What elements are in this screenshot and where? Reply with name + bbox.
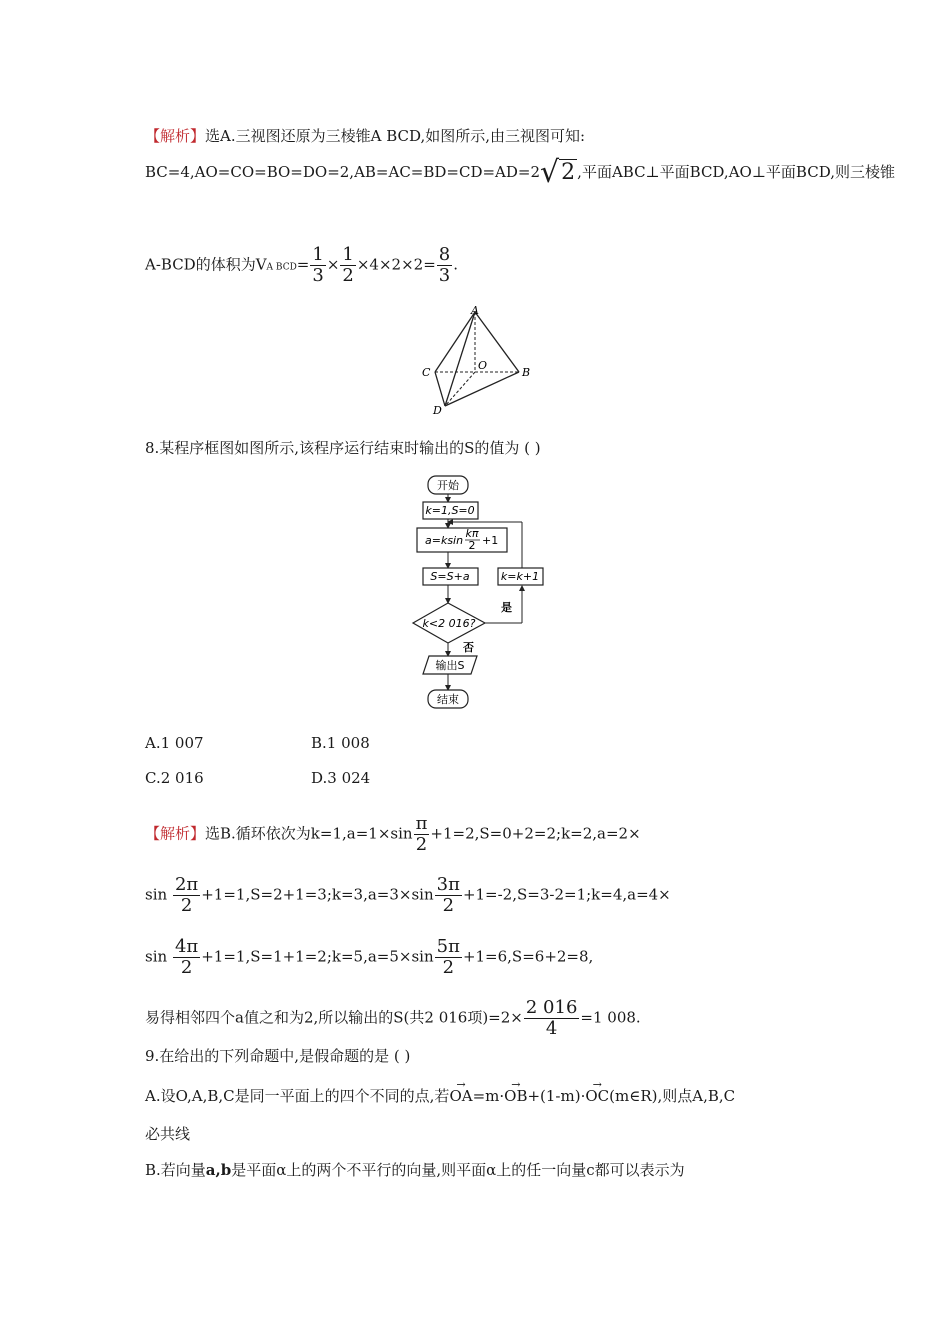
q9-a-text2: =m· [472, 1087, 505, 1105]
fraction-2016-4: $\frac{2 016}{4}$ [525, 997, 578, 1039]
flow-output-label: 输出S [435, 659, 465, 672]
q9-b-vectors: a,b [205, 1161, 232, 1179]
sol7-text2b: ,平面ABC⊥平面BCD,AO⊥平面BCD,则三棱锥 [577, 163, 895, 181]
flow-assign-den: 2 [468, 539, 476, 552]
option-B: B.1 008 [311, 734, 370, 752]
sol8-line2 [145, 875, 671, 916]
fraction-8-3: $\frac{8}{3}$ [438, 244, 451, 286]
sol7-line2 [145, 155, 895, 190]
vector-OC: → OC [585, 1086, 609, 1106]
flow-assign-label: a=ksin [425, 534, 464, 547]
vector-OB: → OB [504, 1086, 527, 1106]
sol7-text3mid: ×4×2×2= [356, 255, 436, 274]
q9-option-A [145, 1086, 735, 1106]
sol7-eq: = [296, 255, 310, 274]
sol8-line3 [145, 937, 593, 978]
q9-b-text2: 是平面α上的两个不平行的向量,则平面α上的任一向量c都可以表示为 [231, 1161, 685, 1179]
flow-assign-tail: +1 [482, 534, 499, 547]
sol8-text4b: =1 008. [580, 1008, 641, 1027]
sol8-text1b: +1=2,S=0+2=2;k=2,a=2× [430, 824, 641, 843]
sol8-text2b: +1=1,S=2+1=3;k=3,a=3×sin [201, 885, 434, 904]
vertex-label-B: B [522, 366, 531, 379]
sol8-line4 [145, 998, 641, 1039]
option-D: D.3 024 [311, 769, 371, 787]
q9-a-text1: A.设O,A,B,C是同一平面上的四个不同的点,若 [145, 1087, 450, 1105]
vertex-label-A: A [471, 304, 479, 317]
flowchart [405, 470, 555, 720]
q9-option-B [145, 1160, 685, 1180]
sol8-text3a: sin [145, 947, 168, 966]
sol8-text4a: 易得相邻四个a值之和为2,所以输出的S(共2 016项)=2× [145, 1008, 523, 1027]
q8-stem: 8.某程序框图如图所示,该程序运行结束时输出的S的值为 ( ) [145, 439, 541, 457]
sol7-text2a: BC=4,AO=CO=BO=DO=2,AB=AC=BD=CD=AD=2 [145, 163, 541, 181]
flow-no-label: 否 [463, 641, 474, 654]
sqrt-radicand: 2 [561, 160, 576, 185]
q9-a-text3: +(1-m)· [527, 1087, 586, 1105]
sol8-text3c: +1=6,S=6+2=8, [462, 947, 594, 966]
solution-tag: 【解析】 [145, 127, 206, 145]
fraction-1-2: $\frac{1}{2}$ [342, 244, 354, 286]
volume-subscript: A BCD [266, 262, 297, 273]
option-C: C.2 016 [145, 769, 204, 787]
flow-condition-label: k<2 016? [422, 617, 476, 630]
sqrt-sign: √ [540, 155, 560, 190]
vector-OA: → OA [449, 1086, 472, 1106]
fraction-3pi-2: $\frac{3\pi}{2}$ [436, 874, 460, 916]
flow-incr-label: k=k+1 [500, 570, 540, 583]
sol8-text2c: +1=-2,S=3-2=1;k=4,a=4× [462, 885, 671, 904]
sol8-text3b: +1=1,S=1+1=2;k=5,a=5×sin [201, 947, 434, 966]
option-A: A.1 007 [145, 734, 204, 752]
sol7-line1 [145, 126, 585, 146]
fraction-5pi-2: $\frac{5\pi}{2}$ [436, 936, 460, 978]
flow-assign-num: kπ [465, 527, 479, 540]
q9-option-A-cont: 必共线 [145, 1125, 191, 1143]
q9-stem: 9.在给出的下列命题中,是假命题的是 ( ) [145, 1047, 411, 1065]
vertex-label-O: O [478, 359, 488, 372]
fraction-2pi-2: $\frac{2\pi}{2}$ [174, 874, 199, 916]
sol8-line1 [145, 814, 641, 855]
flow-yes-label: 是 [501, 601, 512, 614]
flow-end-label: 结束 [437, 693, 459, 706]
fraction-pi-2: $\frac{\pi}{2}$ [415, 813, 428, 855]
sol7-text1: 选A.三视图还原为三棱锥A BCD,如图所示,由三视图可知: [205, 127, 586, 145]
vertex-label-C: C [422, 366, 431, 379]
sol8-text2a: sin [145, 885, 168, 904]
flow-start-label: 开始 [437, 479, 459, 492]
flow-init-label: k=1,S=0 [425, 504, 475, 517]
sol8-text1a: 选B.循环依次为k=1,a=1×sin [205, 824, 413, 843]
q9-b-text1: B.若向量 [145, 1161, 206, 1179]
flow-sum-label: S=S+a [430, 570, 470, 583]
solution-tag: 【解析】 [145, 824, 206, 843]
fraction-4pi-2: $\frac{4\pi}{2}$ [174, 936, 199, 978]
vertex-label-D: D [433, 404, 442, 417]
q9-a-text4: (m∈R),则点A,B,C [609, 1087, 736, 1105]
sol7-line3 [145, 245, 458, 286]
sol7-text3end: . [453, 255, 458, 274]
tetrahedron-figure [415, 300, 540, 420]
sol7-text3a: A-BCD的体积为V [145, 255, 267, 274]
times-sign: × [326, 255, 340, 274]
fraction-1-3: $\frac{1}{3}$ [312, 244, 324, 286]
